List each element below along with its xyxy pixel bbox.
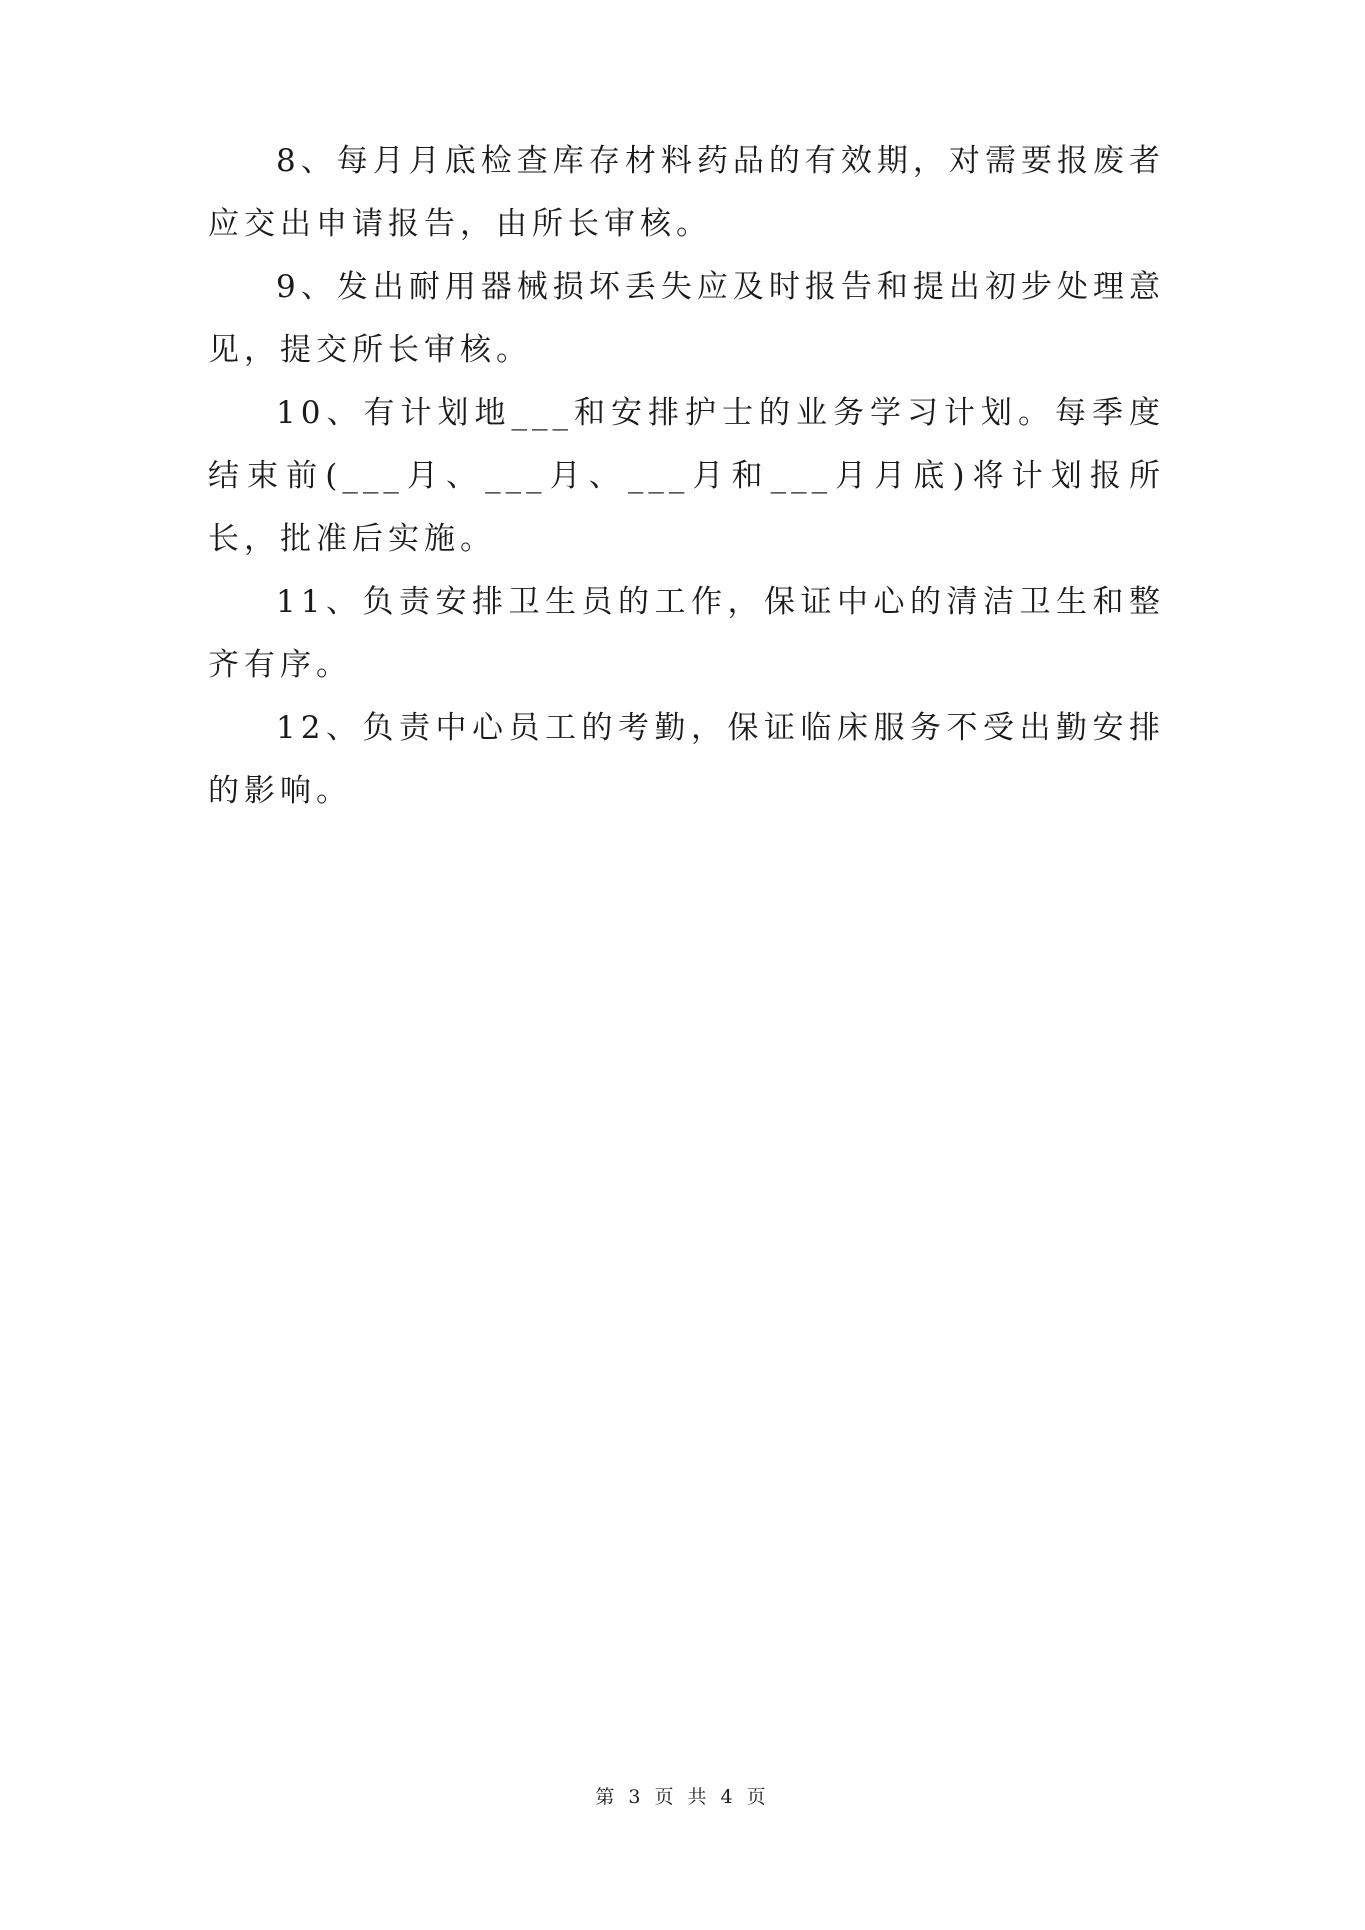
paragraph-item-11: 11、负责安排卫生员的工作，保证中心的清洁卫生和整齐有序。 xyxy=(208,584,1165,683)
paragraph-item-8: 8、每月月底检查库存材料药品的有效期，对需要报废者应交出申请报告，由所长审核。 xyxy=(208,143,1165,242)
paragraph-item-9: 9、发出耐用器械损坏丢失应及时报告和提出初步处理意见，提交所长审核。 xyxy=(208,269,1165,368)
page-number-footer: 第 3 页 共 4 页 xyxy=(595,1786,770,1808)
paragraph-item-10: 10、有计划地___和安排护士的业务学习计划。每季度结束前(___月、___月、___月和___月月底)将计划报所长，批准后实施。 xyxy=(208,395,1165,557)
paragraph-item-12: 12、负责中心员工的考勤，保证临床服务不受出勤安排的影响。 xyxy=(208,710,1165,809)
document-body xyxy=(208,130,1165,823)
